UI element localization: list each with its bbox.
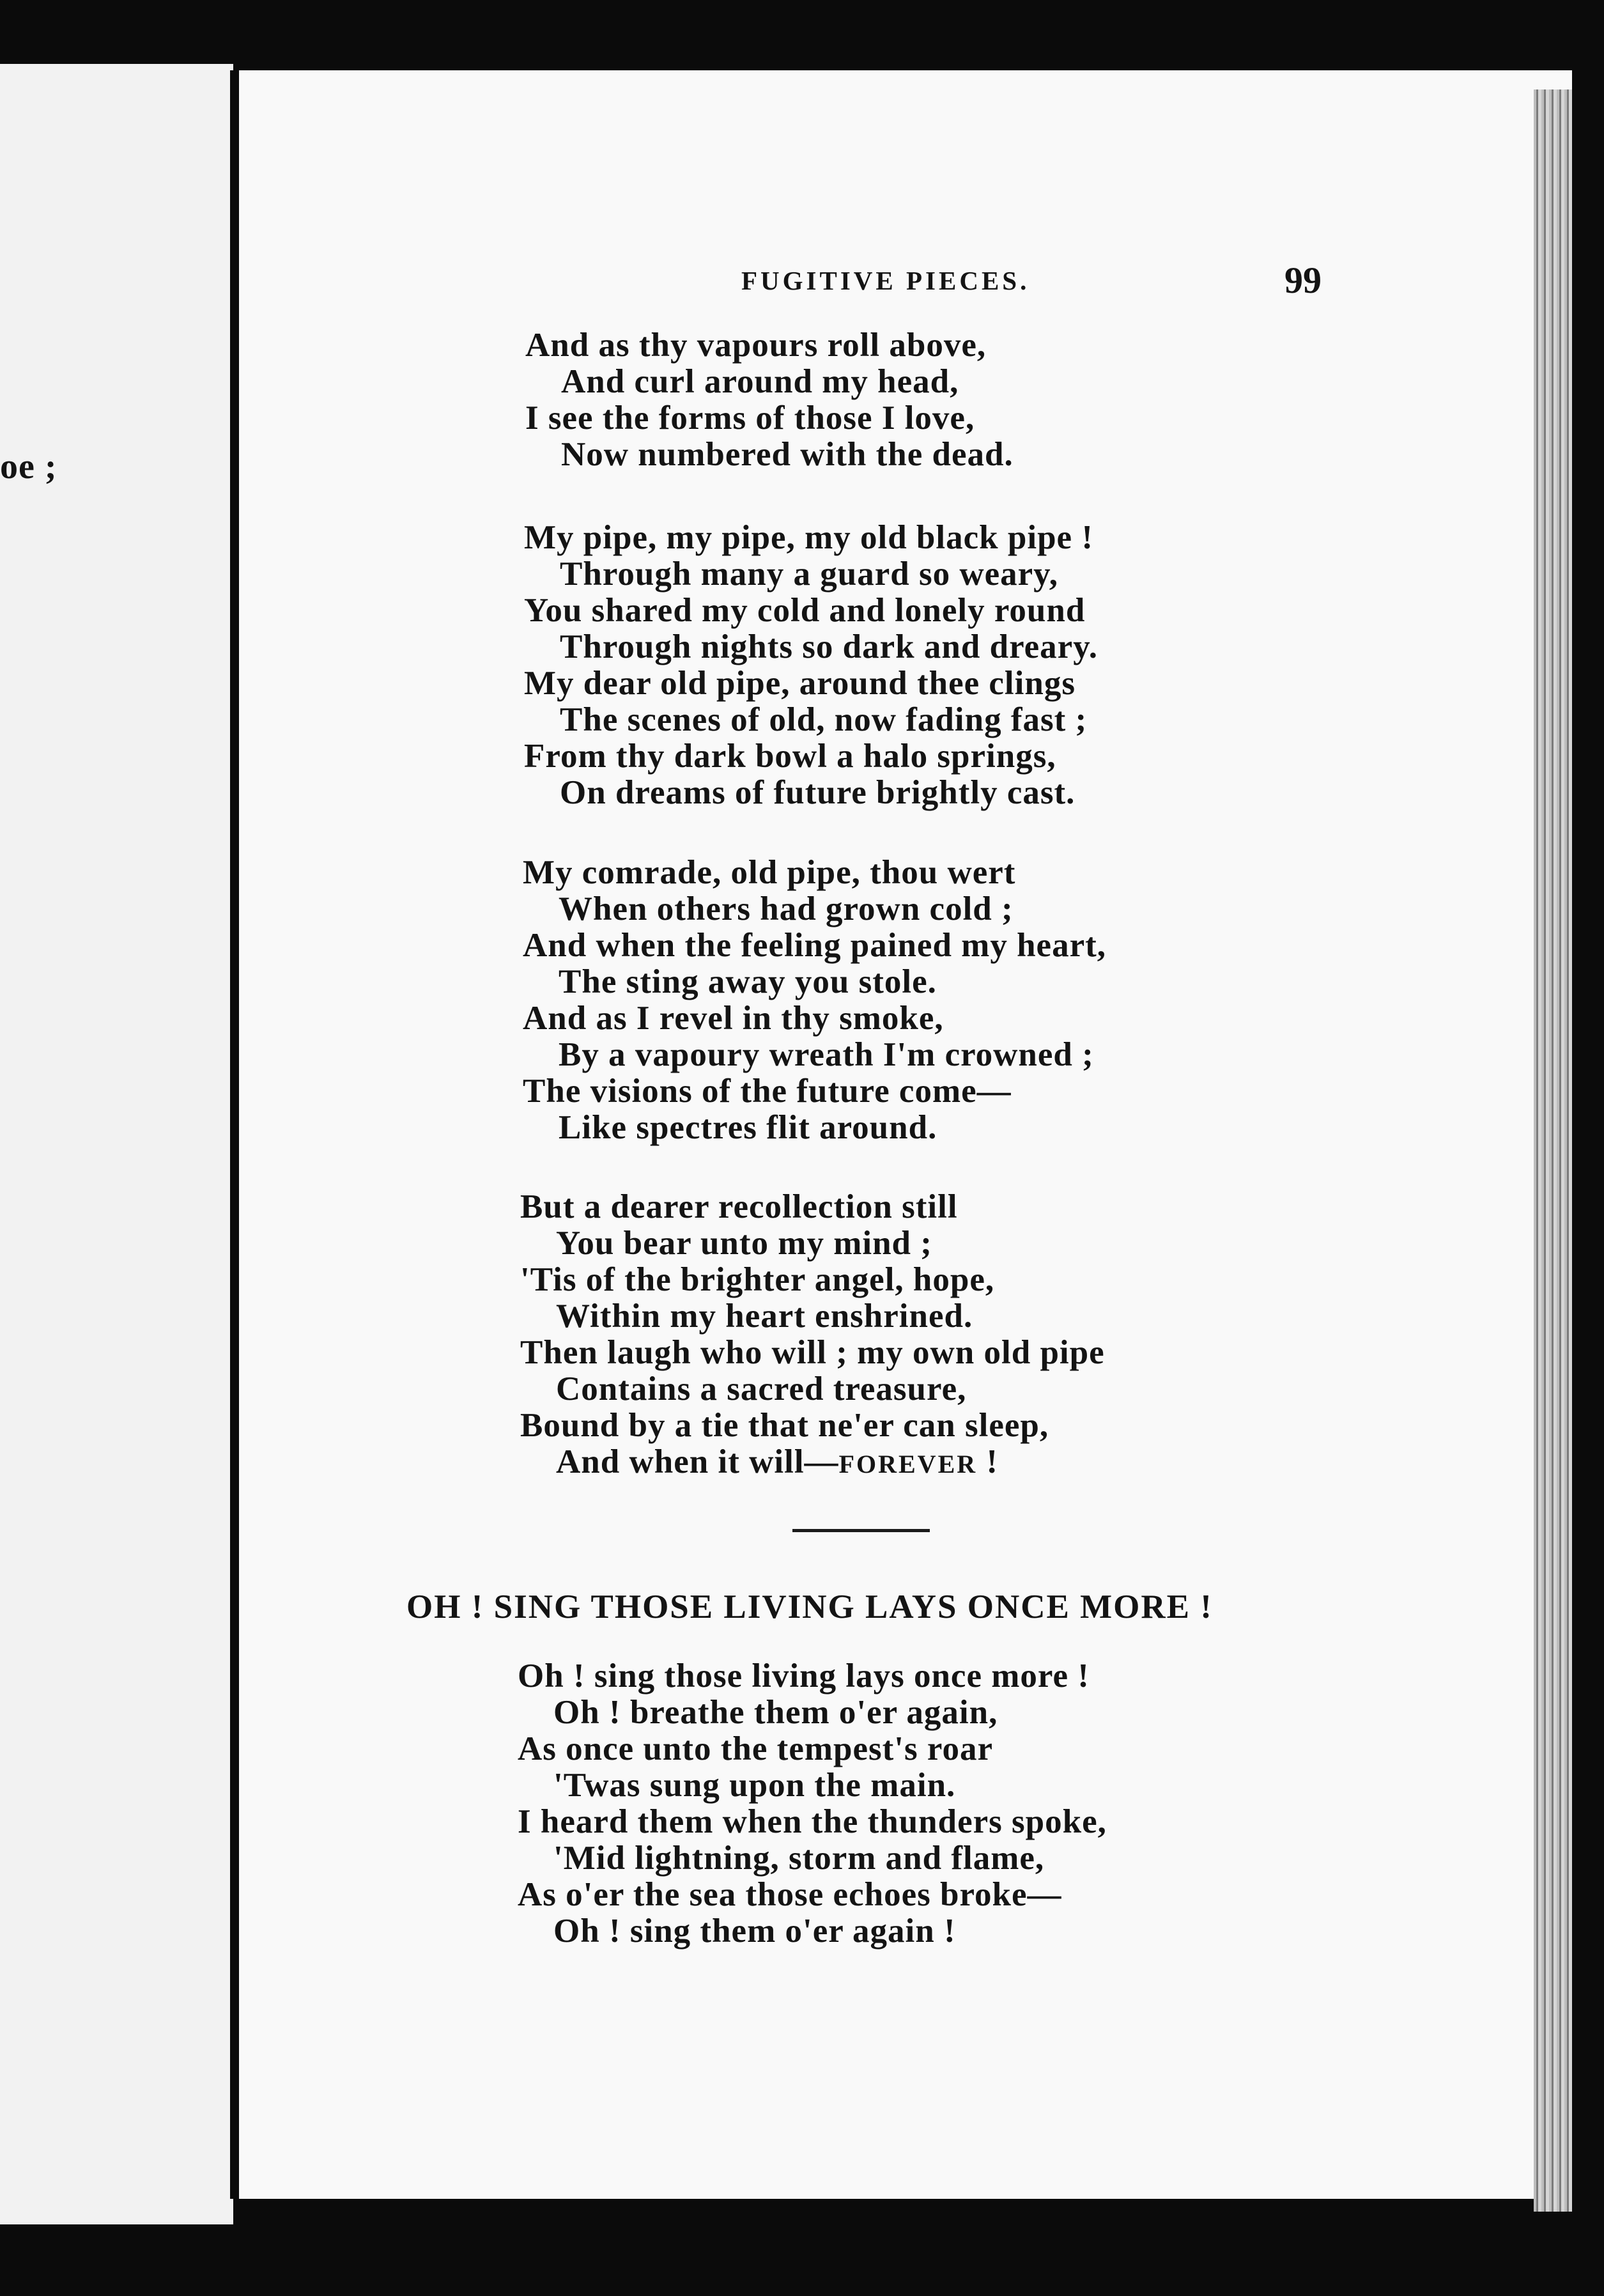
left-page-fragment: oe ;: [0, 447, 58, 486]
poem-line: 'Twas sung upon the main.: [553, 1767, 956, 1804]
poem-line: You shared my cold and lonely round: [524, 592, 1086, 629]
poem-line: Now numbered with the dead.: [561, 436, 1014, 473]
poem-line: Like spectres flit around.: [559, 1109, 937, 1146]
poem-line: 'Mid lightning, storm and flame,: [553, 1840, 1045, 1877]
running-header: FUGITIVE PIECES.: [741, 266, 1030, 295]
poem-line: Oh ! sing them o'er again !: [553, 1912, 956, 1950]
poem-line: 'Tis of the brighter angel, hope,: [520, 1261, 995, 1298]
poem-line: The sting away you stole.: [559, 963, 937, 1000]
poem-line: Bound by a tie that ne'er can sleep,: [520, 1407, 1049, 1444]
poem-line: And when the feeling pained my heart,: [523, 927, 1107, 964]
poem-line: Oh ! breathe them o'er again,: [553, 1694, 998, 1731]
poem-line-end: !: [977, 1443, 999, 1480]
poem-line: Contains a sacred treasure,: [556, 1370, 967, 1408]
poem-line: And curl around my head,: [561, 363, 959, 400]
poem-line: I see the forms of those I love,: [525, 399, 975, 437]
poem-line: Within my heart enshrined.: [556, 1298, 973, 1335]
poem-title: OH ! SING THOSE LIVING LAYS ONCE MORE !: [406, 1588, 1213, 1625]
section-divider: [792, 1529, 930, 1532]
poem-line: From thy dark bowl a halo springs,: [524, 738, 1056, 775]
poem-line: I heard them when the thunders spoke,: [518, 1803, 1107, 1840]
left-page: [0, 64, 233, 2224]
poem-line: The scenes of old, now fading fast ;: [560, 701, 1088, 738]
poem-line: And as thy vapours roll above,: [525, 327, 987, 364]
page-edge: [1534, 89, 1572, 2212]
poem-line: But a dearer recollection still: [520, 1188, 958, 1225]
poem-line: By a vapoury wreath I'm crowned ;: [559, 1036, 1094, 1073]
poem-line: My pipe, my pipe, my old black pipe !: [524, 519, 1093, 556]
poem-line: Then laugh who will ; my own old pipe: [520, 1334, 1105, 1371]
poem-line: Oh ! sing those living lays once more !: [518, 1657, 1090, 1695]
poem-line: As once unto the tempest's roar: [518, 1730, 993, 1767]
poem-line: Through many a guard so weary,: [560, 555, 1058, 593]
poem-line: When others had grown cold ;: [559, 890, 1014, 927]
poem-line: My dear old pipe, around thee clings: [524, 665, 1076, 702]
poem-line: You bear unto my mind ;: [556, 1225, 932, 1262]
poem-line-text: And when it will—: [556, 1443, 839, 1480]
poem-line: And as I revel in thy smoke,: [523, 1000, 944, 1037]
poem-line: The visions of the future come—: [523, 1073, 1012, 1110]
small-caps-word: FOREVER: [838, 1450, 978, 1478]
poem-line: My comrade, old pipe, thou wert: [523, 854, 1016, 891]
poem-line-final: [556, 1444, 998, 1482]
page-number: 99: [1284, 260, 1322, 301]
poem-line: As o'er the sea those echoes broke—: [518, 1876, 1062, 1913]
poem-line: Through nights so dark and dreary.: [560, 628, 1099, 665]
poem-line: On dreams of future brightly cast.: [560, 774, 1076, 811]
